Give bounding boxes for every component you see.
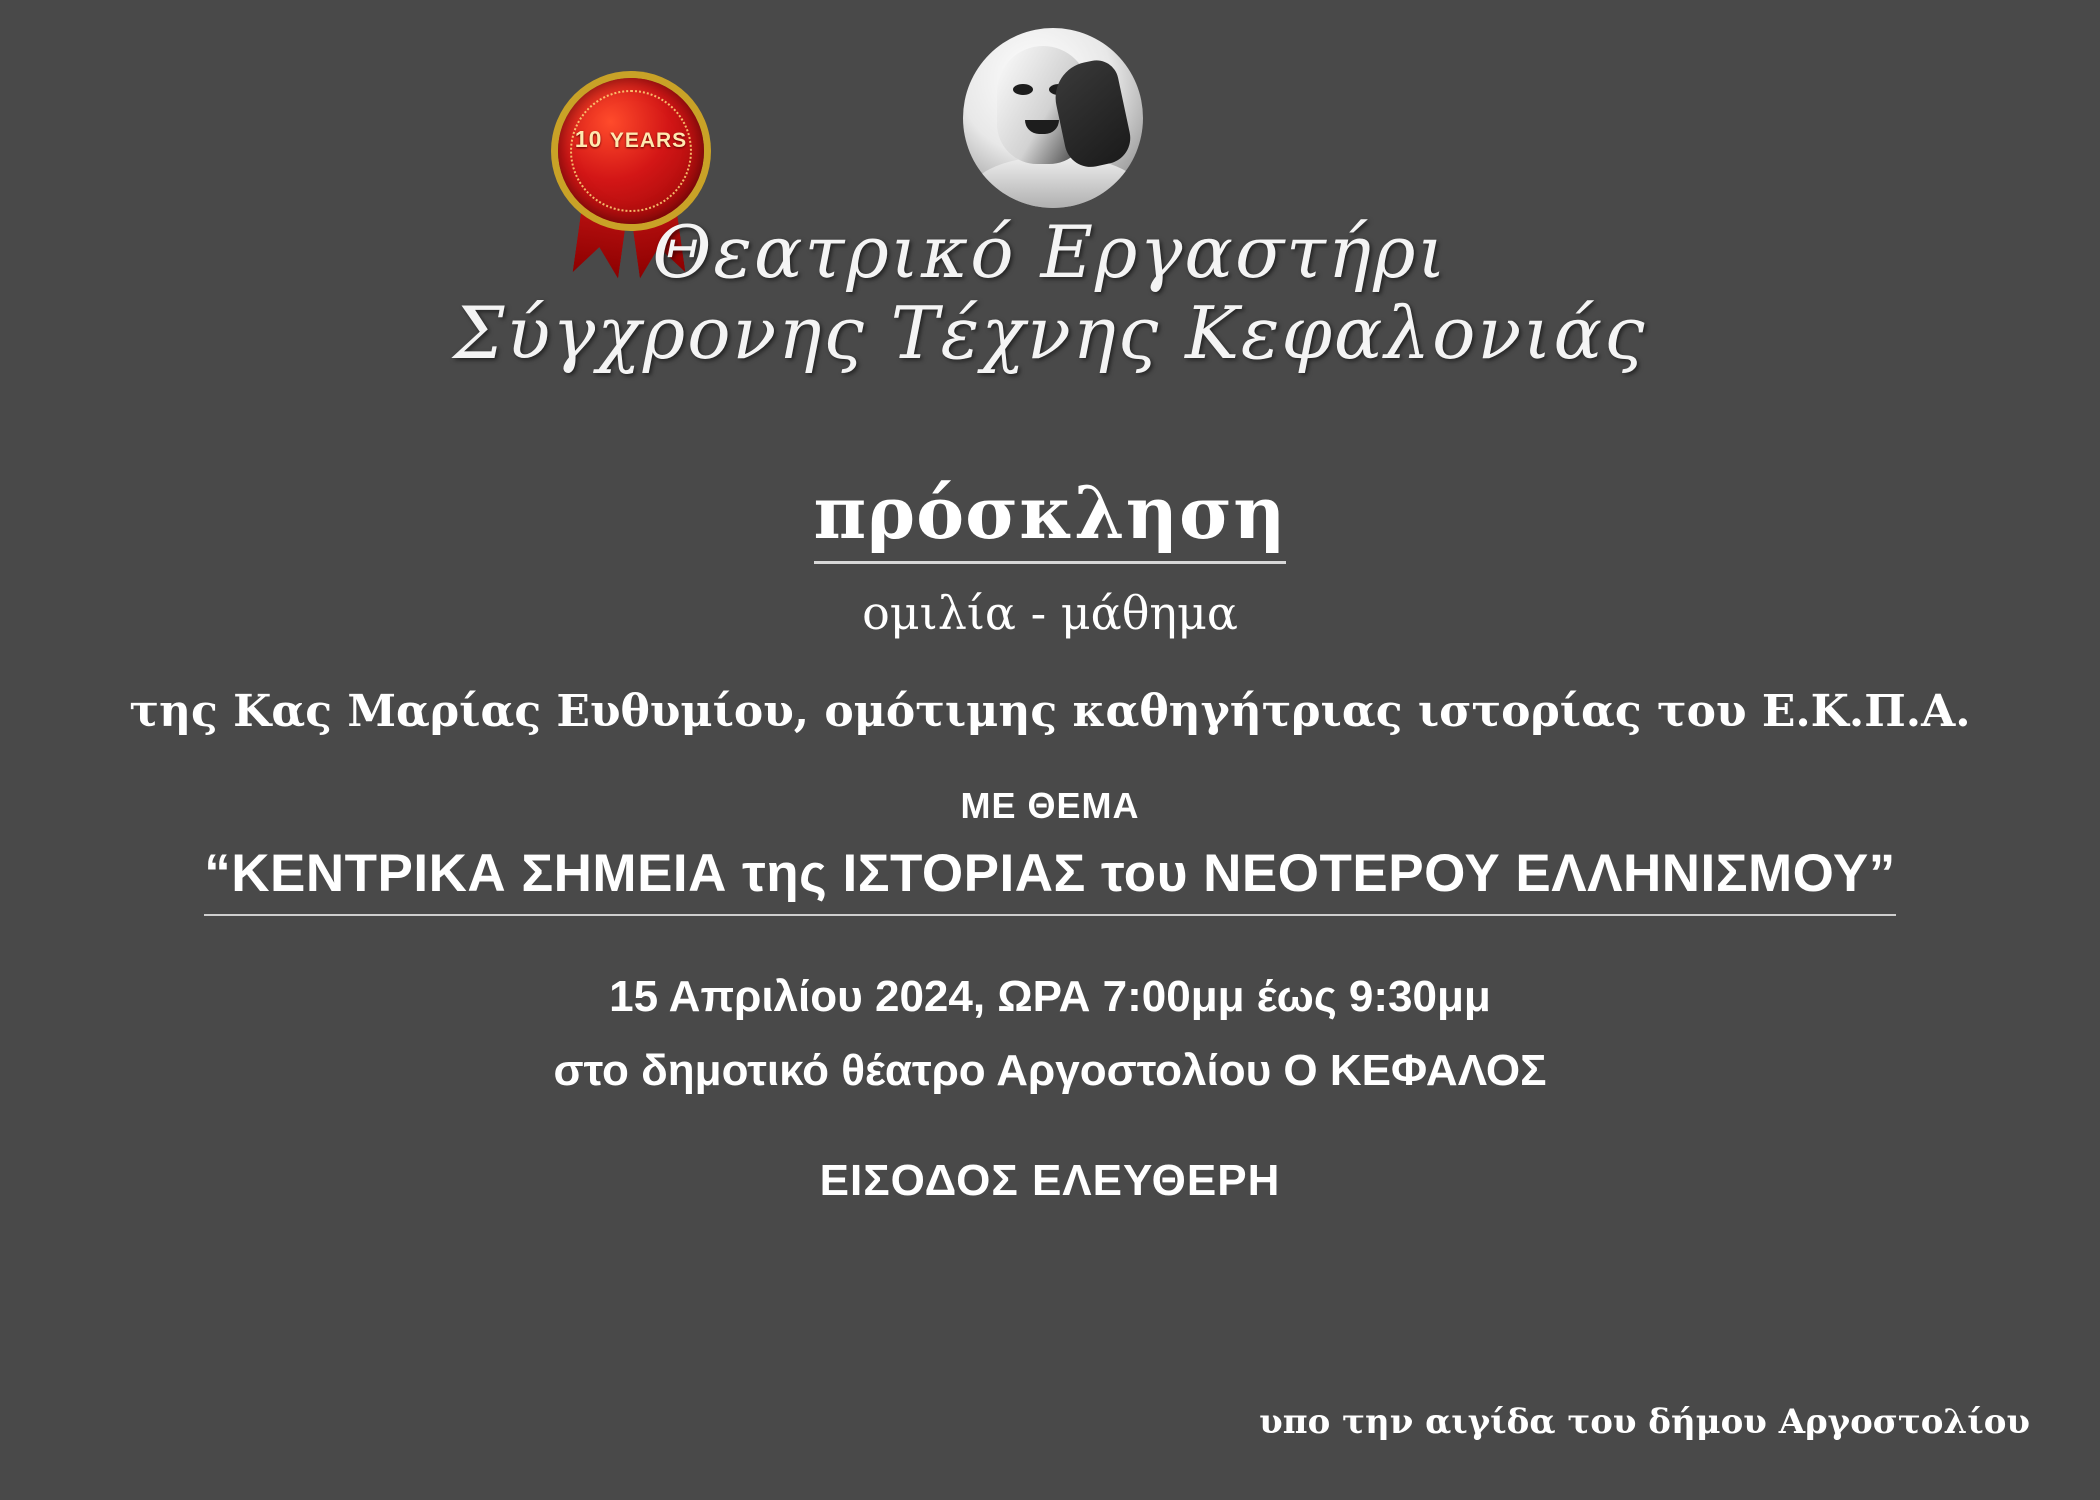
event-subtitle: ομιλία - μάθημα (862, 586, 1238, 640)
event-datetime: 15 Απριλίου 2024, ΩΡΑ 7:00μμ έως 9:30μμ (609, 972, 1491, 1021)
event-venue: στο δημοτικό θέατρο Αργοστολίου Ο ΚΕΦΑΛΟΣ (553, 1046, 1547, 1095)
auspices-note: υπο την αιγίδα του δήμου Αργοστολίου (1259, 1402, 2030, 1442)
mask-eye-left (1013, 84, 1033, 95)
organization-name (0, 210, 2100, 376)
poster-body (0, 470, 2100, 1206)
badge-number: 10 (574, 126, 603, 152)
organization-name-line1: Θεατρικό Εργαστήρι (652, 210, 1448, 294)
theatre-mask-icon (963, 28, 1143, 208)
speaker-line: της Κας Μαρίας Ευθυμίου, ομότιμης καθηγήτριας ιστορίας του Ε.Κ.Π.Α. (129, 686, 1971, 737)
theme-title-wrap (0, 843, 2100, 972)
theme-title: “ΚΕΝΤΡΙΚΑ ΣΗΜΕΙΑ της ΙΣΤΟΡΙΑΣ του ΝΕΟΤΕΡΟΥ ΕΛΛΗΝΙΣΜΟΥ” (204, 843, 1896, 916)
mask-shoulder (971, 156, 1141, 208)
badge-text (558, 126, 704, 153)
entrance-notice: ΕΙΣΟΔΟΣ ΕΛΕΥΘΕΡΗ (819, 1156, 1281, 1205)
page-title-wrap (0, 470, 2100, 586)
badge-years-label: YEARS (609, 129, 688, 152)
poster-header (0, 0, 2100, 440)
organization-name-line2: Σύγχρονης Τέχνης Κεφαλονιάς (453, 290, 1647, 375)
page-title: πρόσκληση (814, 470, 1287, 564)
theme-label: ΜΕ ΘΕΜΑ (960, 785, 1140, 826)
